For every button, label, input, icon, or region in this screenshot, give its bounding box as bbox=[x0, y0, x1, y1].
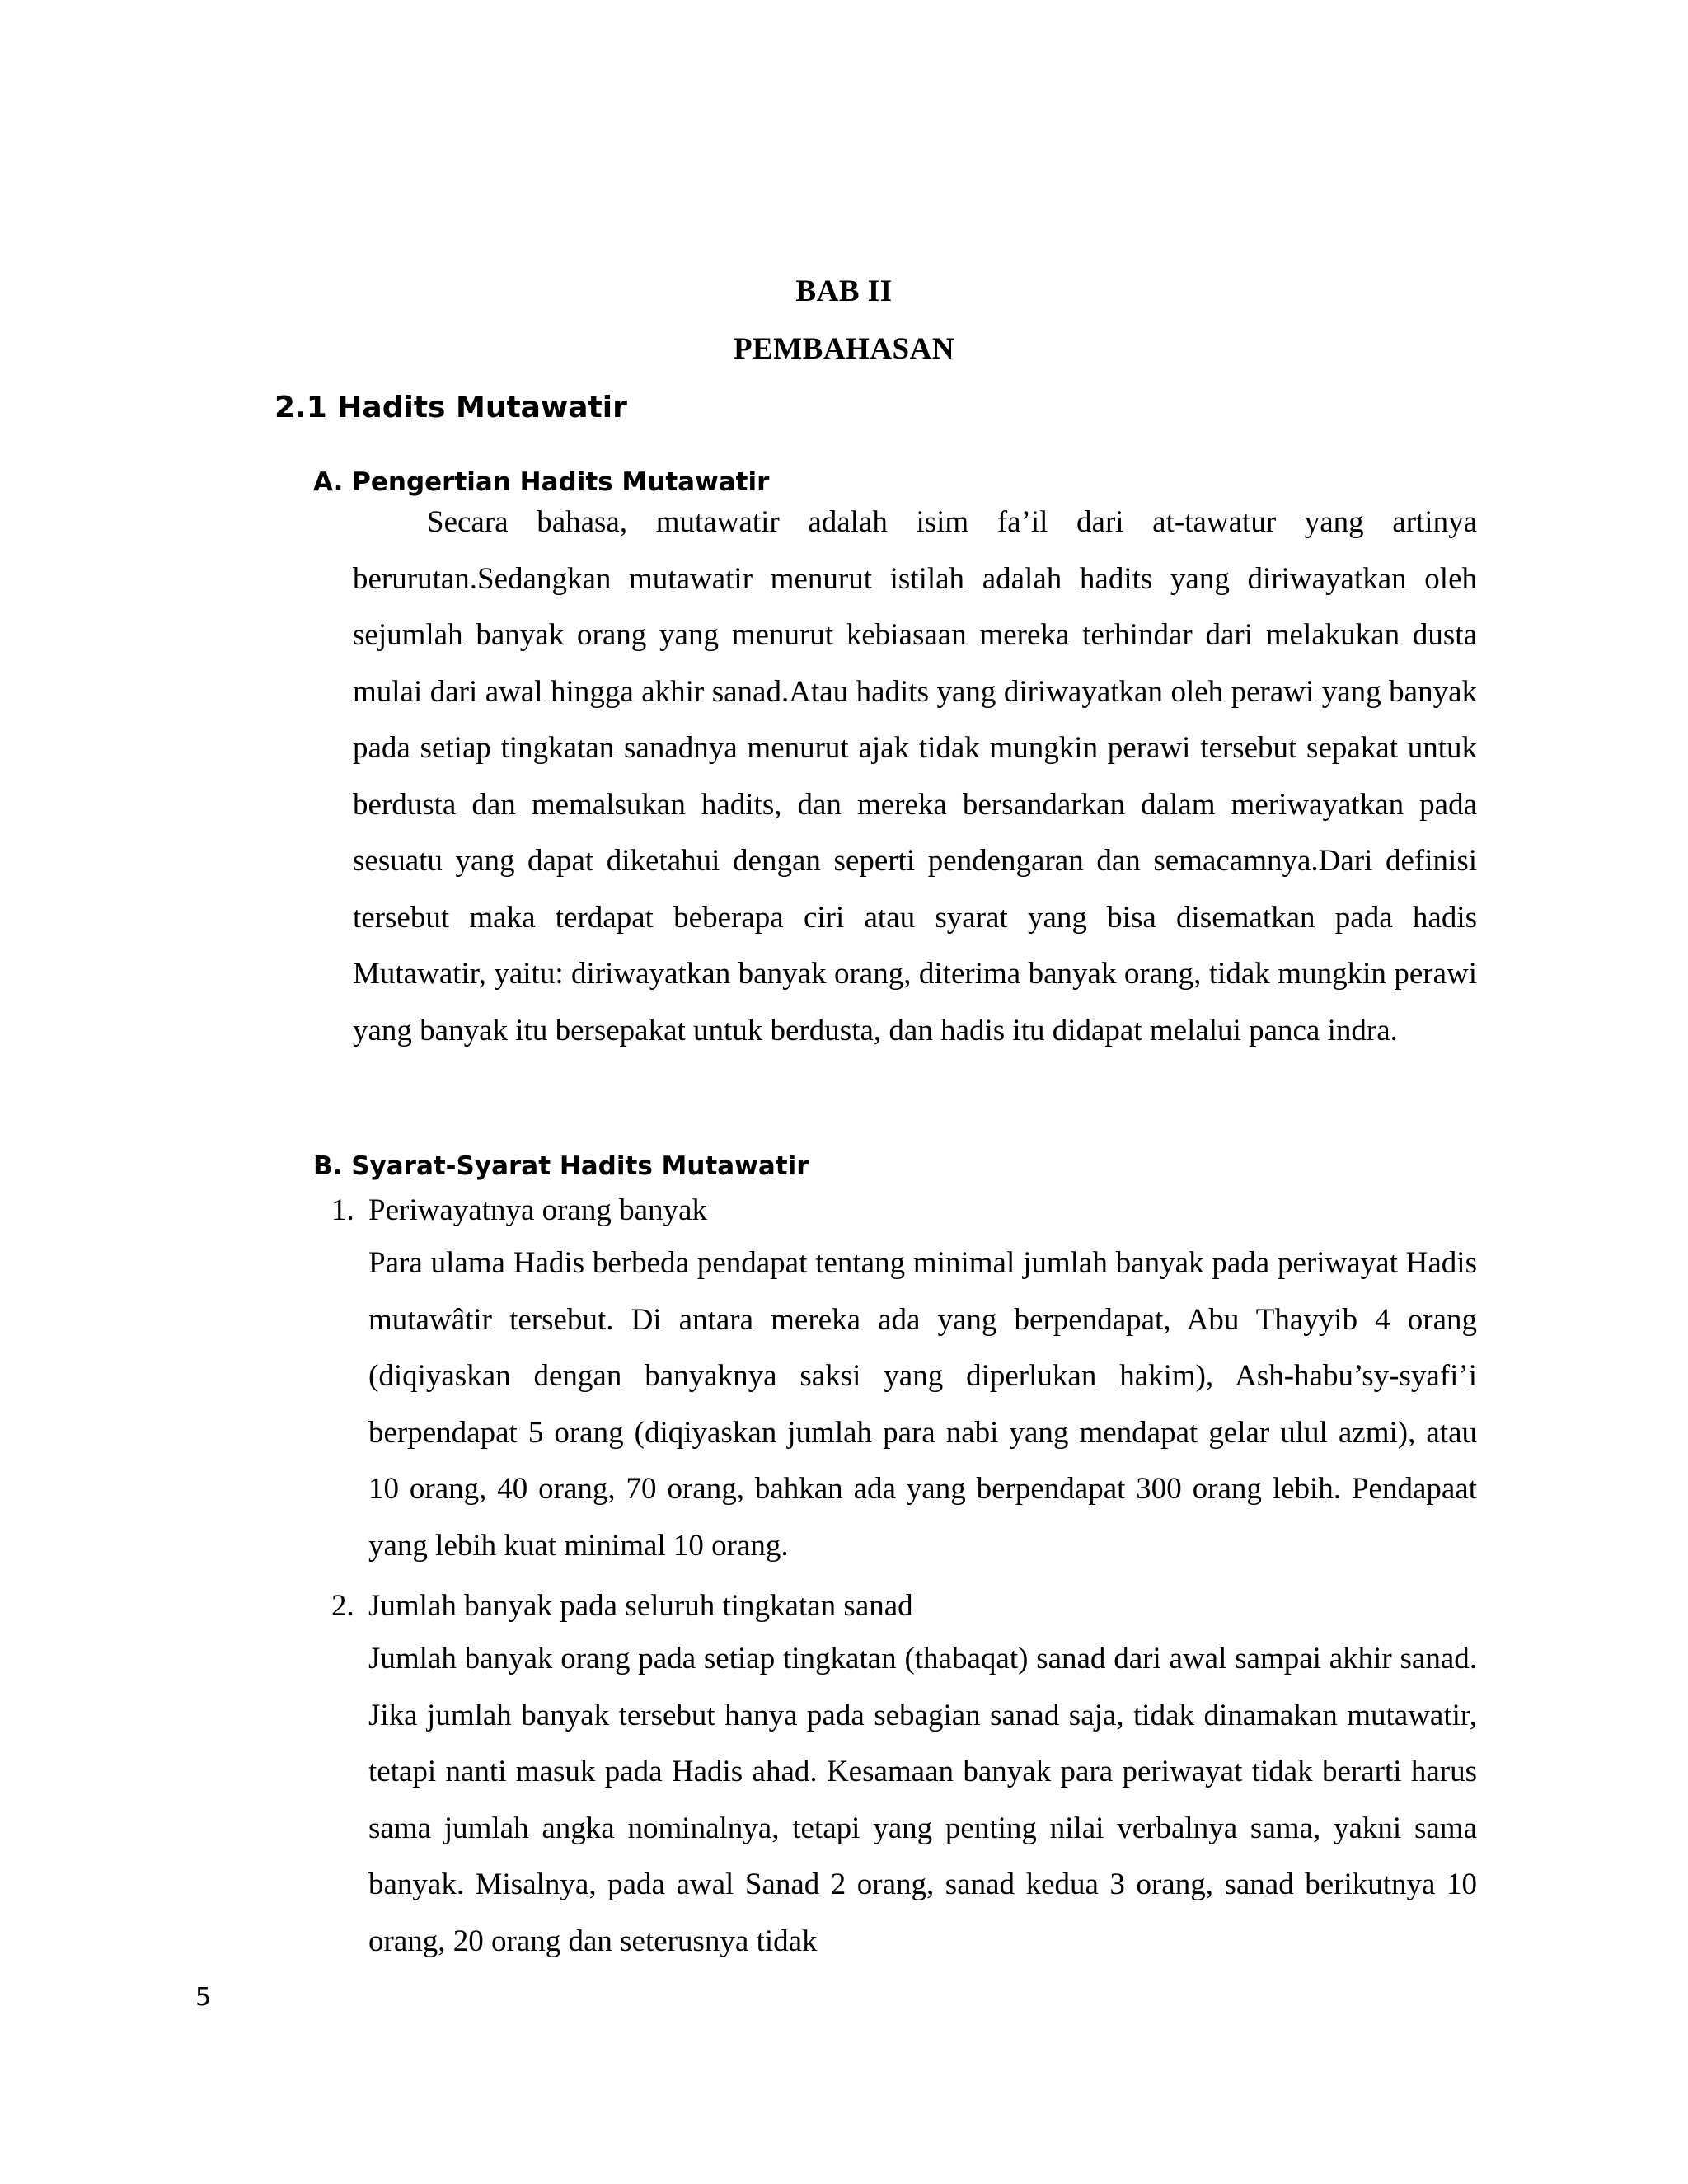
subsection-a-paragraph: Secara bahasa, mutawatir adalah isim fa’il dari at-tawatur yang artinya berurutan.Sedangkan mutawatir menurut istilah adalah hadits yang diriwayatkan oleh sejumlah banyak orang yang menurut kebiasaan mereka terhindar dari melakukan dusta mulai dari awal hingga akhir sanad.Atau hadits yang diriwayatkan oleh perawi yang banyak pada setiap tingkatan sanadnya menurut ajak tidak mungkin perawi tersebut sepakat untuk berdusta dan memalsukan hadits, dan mereka bersandarkan dalam meriwayatkan pada sesuatu yang dapat diketahui dengan seperti pendengaran dan semacamnya.Dari definisi tersebut maka terdapat beberapa ciri atau syarat yang bisa disematkan pada hadis Mutawatir, yaitu: diriwayatkan banyak orang, diterima banyak orang, tidak mungkin perawi yang banyak itu bersepakat untuk berdusta, dan hadis itu didapat melalui panca indra. bbox=[353, 505, 1477, 1047]
subsection-b-heading: B. Syarat-Syarat Hadits Mutawatir bbox=[313, 1151, 809, 1181]
chapter-label: BAB II bbox=[795, 274, 893, 308]
list-item-title: Periwayatnya orang banyak bbox=[368, 1193, 707, 1227]
page-number: 5 bbox=[195, 1983, 212, 2012]
list-item-number: 1. bbox=[331, 1193, 354, 1227]
list-item-paragraph: Jumlah banyak orang pada setiap tingkatan (thabaqat) sanad dari awal sampai akhir sanad. Jika jumlah banyak tersebut hanya pada sebagian sanad saja, tidak dinamakan mutawatir, tetapi nanti masuk pada Hadis ahad. Kesamaan banyak para periwayat tidak berarti harus sama jumlah angka nominalnya, tetapi yang penting nilai verbalnya sama, yakni sama banyak. Misalnya, pada awal Sanad 2 orang, sanad kedua 3 orang, sanad berikutnya 10 orang, 20 orang dan seterusnya tidak bbox=[368, 1642, 1477, 1958]
subsection-a-heading: A. Pengertian Hadits Mutawatir bbox=[313, 467, 770, 497]
list-item-number: 2. bbox=[331, 1589, 354, 1623]
list-item-paragraph: Para ulama Hadis berbeda pendapat tentang minimal jumlah banyak pada periwayat Hadis mutawâtir tersebut. Di antara mereka ada yang berpendapat, Abu Thayyib 4 orang (diqiyaskan dengan banyaknya saksi yang diperlukan hakim), Ash-habu’sy-syafi’i berpendapat 5 orang (diqiyaskan jumlah para nabi yang mendapat gelar ulul azmi), atau 10 orang, 40 orang, 70 orang, bahkan ada yang berpendapat 300 orang lebih. Pendapaat yang lebih kuat minimal 10 orang. bbox=[368, 1246, 1477, 1563]
section-title: 2.1 Hadits Mutawatir bbox=[274, 391, 627, 424]
chapter-title: PEMBAHASAN bbox=[733, 332, 955, 366]
list-item-title: Jumlah banyak pada seluruh tingkatan sanad bbox=[368, 1589, 913, 1623]
